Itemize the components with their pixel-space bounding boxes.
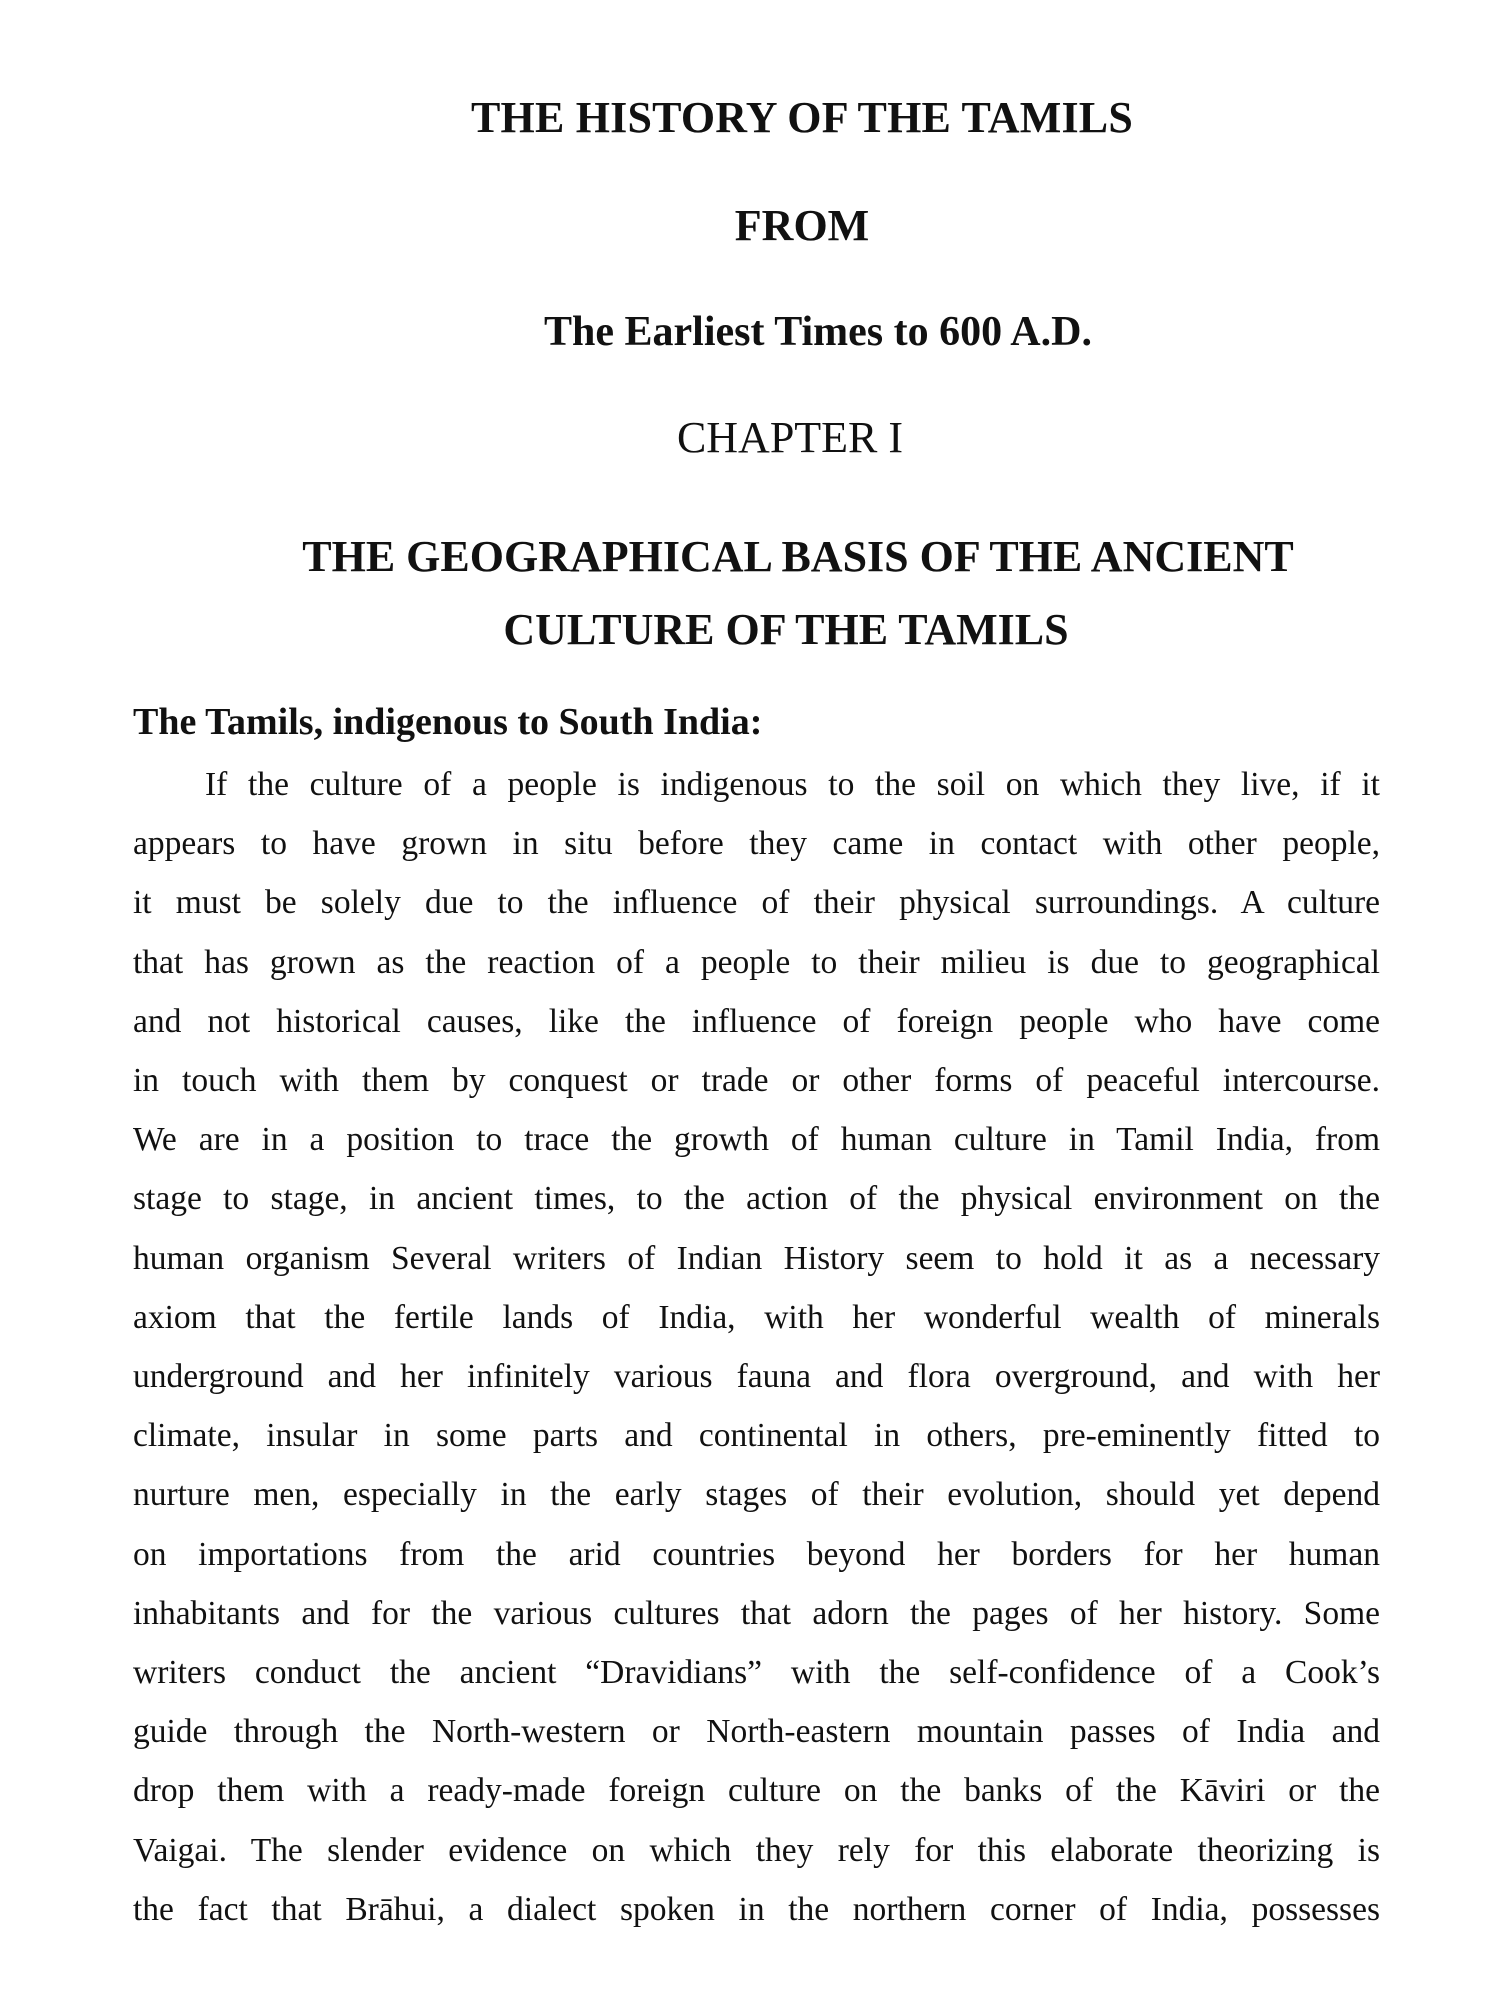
paragraph-line: We are in a position to trace the growth of human culture in Tamil India, from <box>133 1121 1380 1159</box>
paragraph-line: nurture men, especially in the early stages of their evolution, should yet depend <box>133 1476 1380 1514</box>
paragraph-line: the fact that Brāhui, a dialect spoken in the northern corner of India, possesses <box>133 1890 1380 1928</box>
chapter-title <box>0 520 1500 666</box>
title-from: FROM <box>734 201 870 250</box>
paragraph-line: appears to have grown in situ before they came in contact with other people, <box>133 825 1380 863</box>
paragraph-line: drop them with a ready-made foreign culture on the banks of the Kāviri or the <box>133 1772 1380 1810</box>
book-subtitle: The Earliest Times to 600 A.D. <box>544 309 1092 355</box>
paragraph-line: climate, insular in some parts and continental in others, pre-eminently fitted to <box>133 1417 1380 1455</box>
paragraph-line: human organism Several writers of Indian History seem to hold it as a necessary <box>133 1239 1380 1277</box>
paragraph-line: axiom that the fertile lands of India, with her wonderful wealth of minerals <box>133 1298 1380 1336</box>
paragraph-line: that has grown as the reaction of a people to their milieu is due to geographical <box>133 943 1380 981</box>
paragraph-line: and not historical causes, like the influence of foreign people who have come <box>133 1002 1380 1040</box>
chapter-label: CHAPTER I <box>676 413 904 462</box>
section-heading: The Tamils, indigenous to South India: <box>133 701 763 743</box>
chapter-title-line: THE GEOGRAPHICAL BASIS OF THE ANCIENT <box>302 532 1294 581</box>
body-paragraph <box>133 755 1380 1939</box>
paragraph-line: underground and her infinitely various fauna and flora overground, and with her <box>133 1358 1380 1396</box>
paragraph-line: inhabitants and for the various cultures that adorn the pages of her history. Some <box>133 1594 1380 1632</box>
paragraph-line: in touch with them by conquest or trade or other forms of peaceful intercourse. <box>133 1062 1380 1100</box>
paragraph-line: If the culture of a people is indigenous to the soil on which they live, if it <box>205 766 1380 803</box>
book-title: THE HISTORY OF THE TAMILS <box>470 93 1133 142</box>
paragraph-line: it must be solely due to the influence of their physical surroundings. A culture <box>133 884 1380 922</box>
paragraph-line: on importations from the arid countries beyond her borders for her human <box>133 1535 1380 1573</box>
paragraph-line: stage to stage, in ancient times, to the action of the physical environment on the <box>133 1180 1380 1218</box>
paragraph-line: writers conduct the ancient “Dravidians” with the self-confidence of a Cook’s <box>133 1654 1380 1692</box>
chapter-title-line: CULTURE OF THE TAMILS <box>503 605 1069 654</box>
paragraph-line: Vaigai. The slender evidence on which they rely for this elaborate theorizing is <box>133 1831 1380 1869</box>
paragraph-line: guide through the North-western or North-eastern mountain passes of India and <box>133 1713 1380 1751</box>
